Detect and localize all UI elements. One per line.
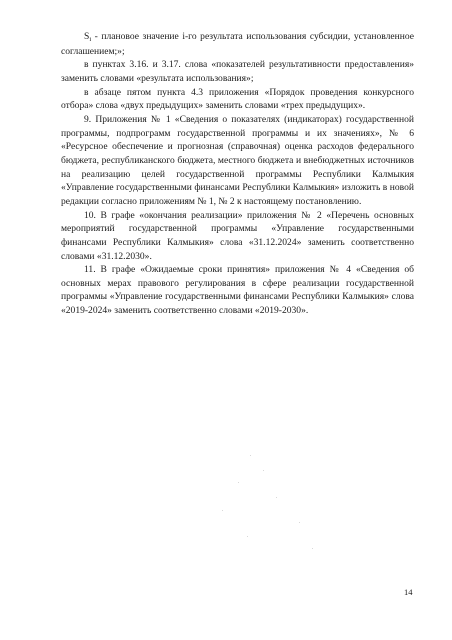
- paragraph-item-10: 10. В графе «окончания реализации» приложения № 2 «Перечень основных мероприятий государственной программы «Управление государственными финансами Республики Калмыкия» слова «31.12.2024» заменить соответственно словами «31.12.2030».: [61, 209, 414, 262]
- document-body: [61, 30, 414, 318]
- page-number: 14: [404, 587, 413, 597]
- paragraph-item-9: 9. Приложения № 1 «Сведения о показателях (индикаторах) государственной программы, подпрограмм государственной программы и их значениях», № 6 «Ресурсное обеспечение и прогнозная (справочная) оценка расходов федерального бюджета, республиканского бюджета, местного бюджета и внебюджетных источников на реализацию целей государственной программы Республики Калмыкия «Управление государственными финансами Республики Калмыкия» изложить в новой редакции согласно приложениям № 1, № 2 к настоящему постановлению.: [61, 113, 414, 207]
- formula-subscript: i: [89, 36, 92, 43]
- formula-paragraph: [61, 30, 414, 58]
- paragraph-item-4-3: в абзаце пятом пункта 4.3 приложения «Порядок проведения конкурсного отбора» слова «двух предыдущих» заменить словами «трех предыдущих».: [61, 86, 414, 112]
- paragraph-items-3-16-3-17: в пунктах 3.16. и 3.17. слова «показателей результативности предоставления» заменить словами «результата использования»;: [61, 59, 414, 84]
- formula-symbol: S: [84, 31, 90, 42]
- formula-text: - плановое значение i-го результата использования субсидии, установленное соглашением;»;: [61, 31, 414, 57]
- paragraph-item-11: 11. В графе «Ожидаемые сроки принятия» приложения № 4 «Сведения об основных мерах правового регулирования в сфере реализации государственной программы «Управление государственными финансами Республики Калмыкия» слова «2019-2024» заменить соответственно словами «2019-2030».: [61, 264, 414, 317]
